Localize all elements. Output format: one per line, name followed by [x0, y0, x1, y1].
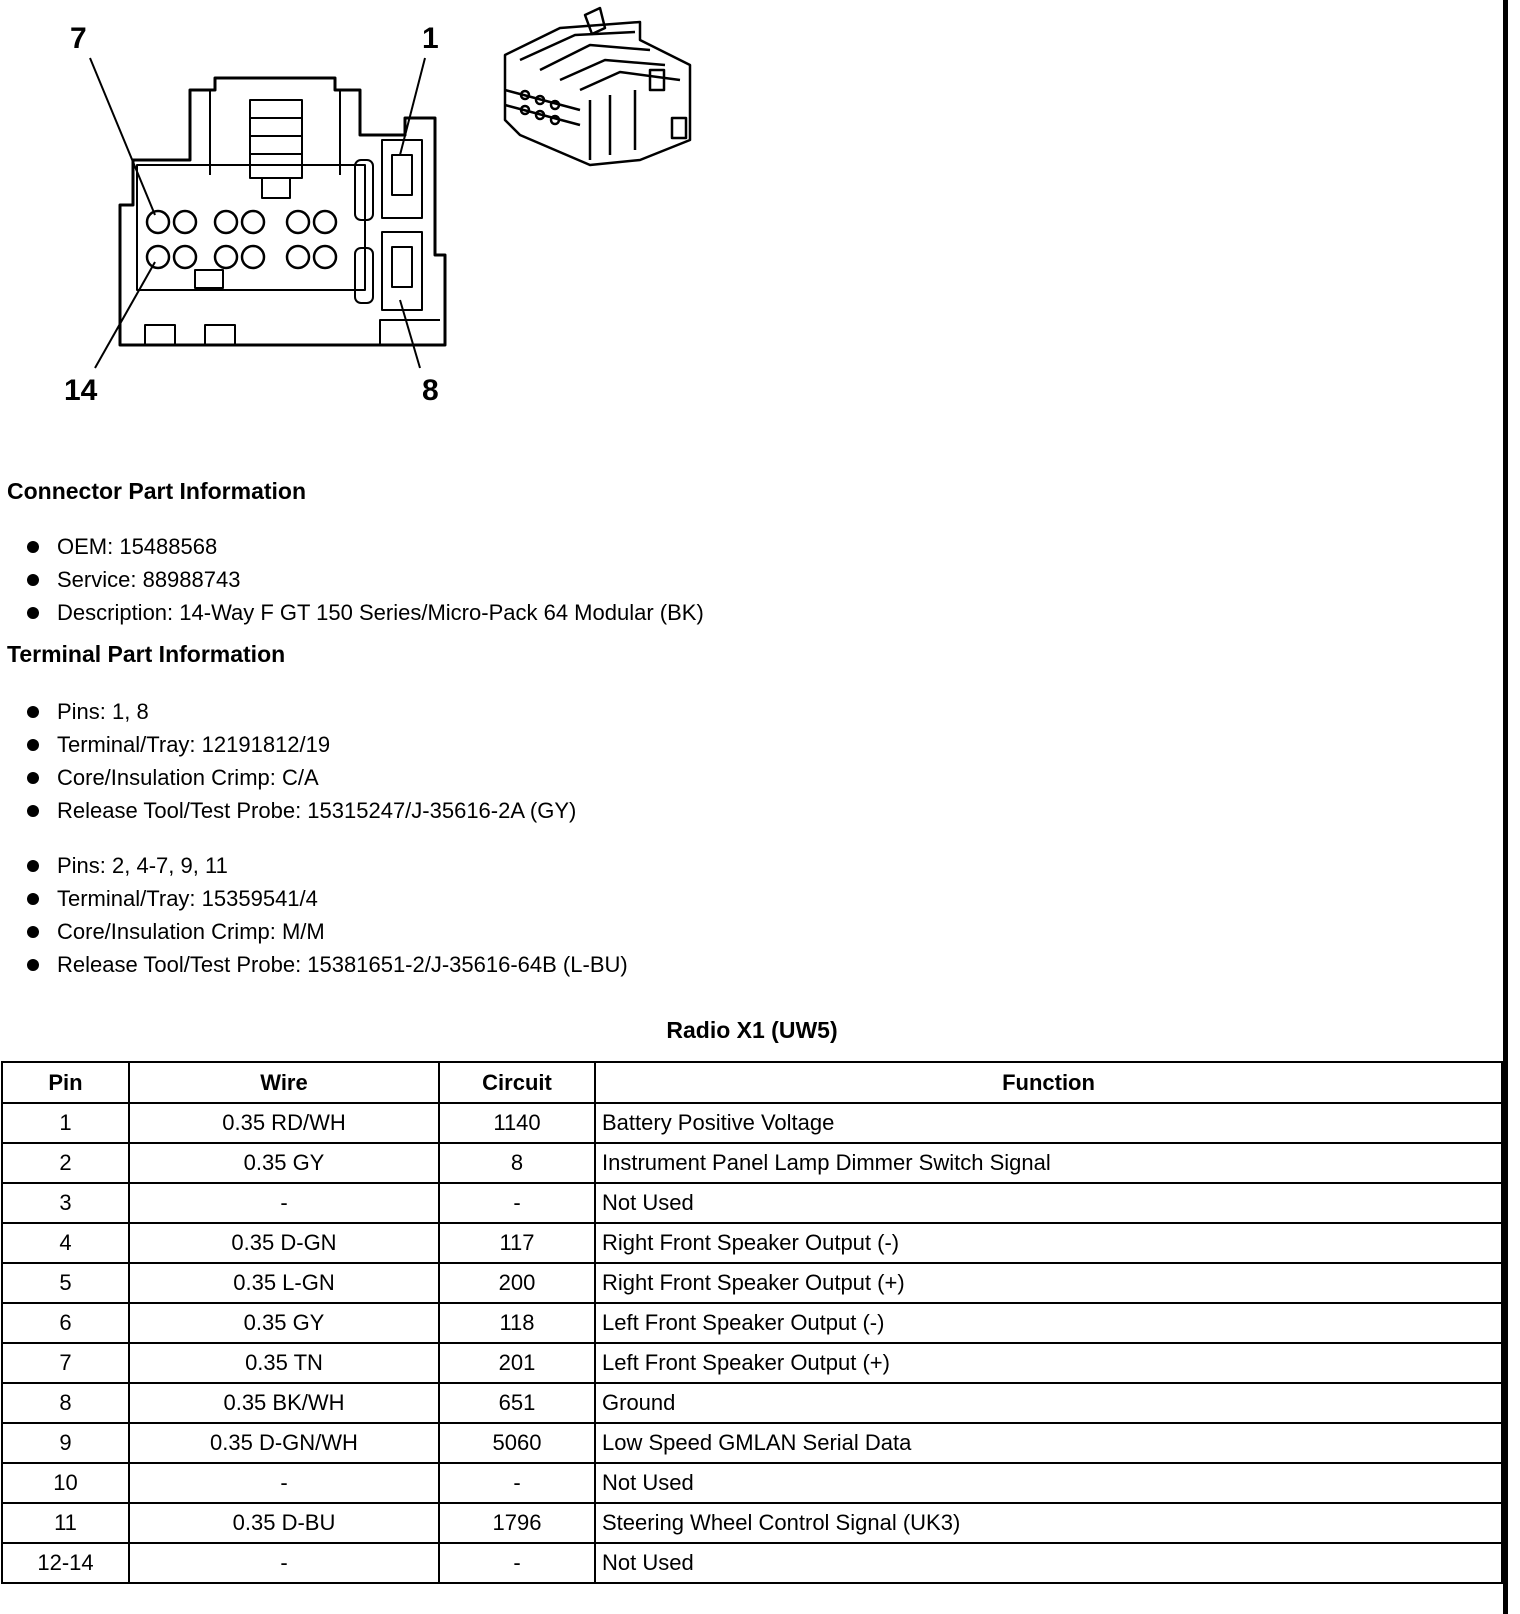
- list-item: Release Tool/Test Probe: 15381651-2/J-35616-64B (L-BU): [24, 948, 628, 981]
- callout-pin-8: 8: [422, 374, 439, 407]
- cell-wire: 0.35 BK/WH: [129, 1383, 439, 1423]
- table-row: [2, 1223, 1502, 1263]
- table-row: [2, 1543, 1502, 1583]
- cell-wire: 0.35 GY: [129, 1303, 439, 1343]
- cell-circuit: 201: [439, 1343, 595, 1383]
- table-row: [2, 1183, 1502, 1223]
- table-row: [2, 1383, 1502, 1423]
- pin-cavities-top-row: [147, 211, 336, 233]
- cell-pin: 11: [2, 1503, 129, 1543]
- cell-wire: 0.35 TN: [129, 1343, 439, 1383]
- cell-circuit: 200: [439, 1263, 595, 1303]
- cell-circuit: 8: [439, 1143, 595, 1183]
- table-row: [2, 1143, 1502, 1183]
- table-header-row: [2, 1062, 1502, 1103]
- callout-pin-14: 14: [64, 374, 98, 407]
- table-body: [2, 1103, 1502, 1583]
- cell-function: Steering Wheel Control Signal (UK3): [595, 1503, 1502, 1543]
- cell-pin: 2: [2, 1143, 129, 1183]
- cell-pin: 9: [2, 1423, 129, 1463]
- cell-wire: 0.35 L-GN: [129, 1263, 439, 1303]
- cell-pin: 4: [2, 1223, 129, 1263]
- list-item: OEM: 15488568: [24, 530, 704, 563]
- table-row: [2, 1263, 1502, 1303]
- list-item: Core/Insulation Crimp: C/A: [24, 761, 576, 794]
- terminal-info-title: Terminal Part Information: [7, 641, 286, 667]
- cell-function: Battery Positive Voltage: [595, 1103, 1502, 1143]
- cell-wire: 0.35 D-GN: [129, 1223, 439, 1263]
- cell-pin: 3: [2, 1183, 129, 1223]
- cell-circuit: 1140: [439, 1103, 595, 1143]
- cell-wire: -: [129, 1463, 439, 1503]
- cell-function: Ground: [595, 1383, 1502, 1423]
- cell-wire: 0.35 GY: [129, 1143, 439, 1183]
- cell-function: Not Used: [595, 1183, 1502, 1223]
- cell-function: Low Speed GMLAN Serial Data: [595, 1423, 1502, 1463]
- table-title: Radio X1 (UW5): [666, 1017, 838, 1043]
- cell-wire: -: [129, 1183, 439, 1223]
- cell-pin: 5: [2, 1263, 129, 1303]
- list-item: Description: 14-Way F GT 150 Series/Micro-Pack 64 Modular (BK): [24, 596, 704, 629]
- table-row: [2, 1103, 1502, 1143]
- list-item: Core/Insulation Crimp: M/M: [24, 915, 628, 948]
- cell-pin: 12-14: [2, 1543, 129, 1583]
- table-row: [2, 1463, 1502, 1503]
- pin-cavities-bottom-row: [147, 246, 336, 268]
- cell-circuit: 117: [439, 1223, 595, 1263]
- table-row: [2, 1423, 1502, 1463]
- cell-circuit: -: [439, 1543, 595, 1583]
- list-item: Terminal/Tray: 12191812/19: [24, 728, 576, 761]
- list-item: Release Tool/Test Probe: 15315247/J-35616-2A (GY): [24, 794, 576, 827]
- cell-function: Left Front Speaker Output (+): [595, 1343, 1502, 1383]
- connector-diagram: [0, 0, 720, 420]
- cell-circuit: -: [439, 1183, 595, 1223]
- pinout-table: [1, 1061, 1503, 1584]
- header-pin: Pin: [2, 1062, 129, 1103]
- cell-wire: 0.35 D-BU: [129, 1503, 439, 1543]
- cell-circuit: 118: [439, 1303, 595, 1343]
- table-row: [2, 1503, 1502, 1543]
- connector-info-list: [24, 530, 704, 629]
- cell-pin: 7: [2, 1343, 129, 1383]
- list-item: Service: 88988743: [24, 563, 704, 596]
- cell-circuit: 5060: [439, 1423, 595, 1463]
- callout-pin-1: 1: [422, 22, 439, 55]
- terminal-info-group-2: [24, 849, 628, 981]
- page-edge-rule: [1503, 0, 1508, 1614]
- cell-pin: 8: [2, 1383, 129, 1423]
- cell-wire: 0.35 RD/WH: [129, 1103, 439, 1143]
- list-item: Pins: 2, 4-7, 9, 11: [24, 849, 628, 882]
- cell-function: Not Used: [595, 1543, 1502, 1583]
- cell-function: Instrument Panel Lamp Dimmer Switch Signal: [595, 1143, 1502, 1183]
- connector-isometric-view: [505, 8, 690, 165]
- table-row: [2, 1343, 1502, 1383]
- connector-latch: [250, 100, 302, 178]
- connector-info-title: Connector Part Information: [7, 478, 307, 504]
- cell-circuit: 1796: [439, 1503, 595, 1543]
- cell-pin: 10: [2, 1463, 129, 1503]
- cell-circuit: -: [439, 1463, 595, 1503]
- list-item: Pins: 1, 8: [24, 695, 576, 728]
- cell-wire: -: [129, 1543, 439, 1583]
- list-item: Terminal/Tray: 15359541/4: [24, 882, 628, 915]
- cell-pin: 1: [2, 1103, 129, 1143]
- header-wire: Wire: [129, 1062, 439, 1103]
- cell-circuit: 651: [439, 1383, 595, 1423]
- cell-function: Right Front Speaker Output (+): [595, 1263, 1502, 1303]
- header-circuit: Circuit: [439, 1062, 595, 1103]
- cell-pin: 6: [2, 1303, 129, 1343]
- cell-function: Left Front Speaker Output (-): [595, 1303, 1502, 1343]
- header-function: Function: [595, 1062, 1502, 1103]
- terminal-info-group-1: [24, 695, 576, 827]
- cell-function: Not Used: [595, 1463, 1502, 1503]
- callout-pin-7: 7: [70, 22, 87, 55]
- cell-function: Right Front Speaker Output (-): [595, 1223, 1502, 1263]
- cell-wire: 0.35 D-GN/WH: [129, 1423, 439, 1463]
- table-row: [2, 1303, 1502, 1343]
